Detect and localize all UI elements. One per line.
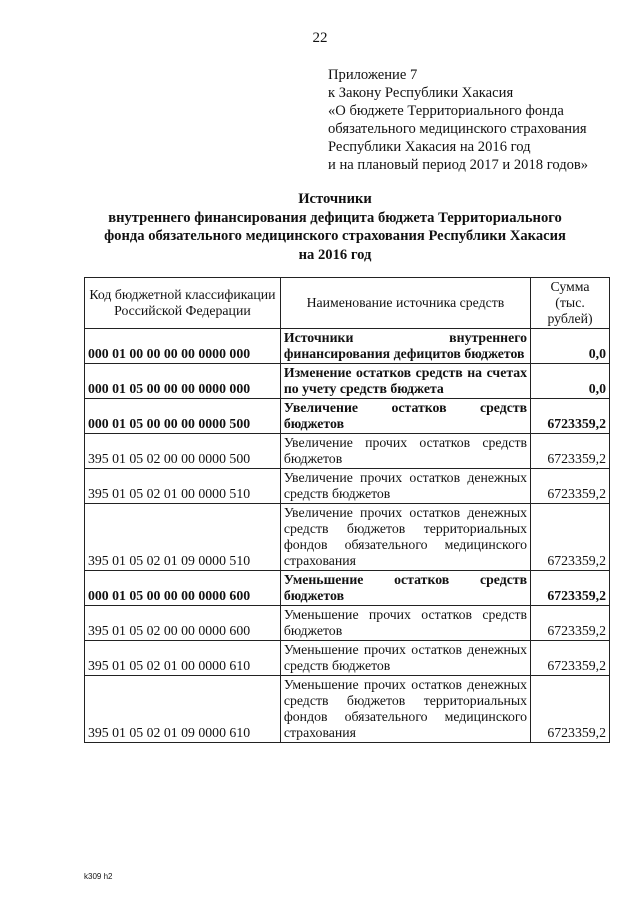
table-row <box>85 641 610 676</box>
row-amount: 6723359,2 <box>531 606 610 641</box>
appendix-line: к Закону Республики Хакасия <box>328 85 514 101</box>
row-name: Увеличение прочих остатков средств бюджетов <box>280 434 530 469</box>
row-name: Уменьшение остатков средств бюджетов <box>280 571 530 606</box>
header-code: Код бюджетной классификации Российской Федерации <box>85 278 281 329</box>
row-code: 000 01 05 00 00 00 0000 500 <box>85 399 281 434</box>
document-title <box>80 190 590 264</box>
row-name: Уменьшение прочих остатков средств бюджетов <box>280 606 530 641</box>
row-code: 395 01 05 02 01 09 0000 510 <box>85 504 281 571</box>
row-code: 000 01 05 00 00 00 0000 600 <box>85 571 281 606</box>
sources-table <box>84 277 610 743</box>
table-row <box>85 606 610 641</box>
row-code: 000 01 05 00 00 00 0000 000 <box>85 364 281 399</box>
row-name: Источники внутреннего финансирования дефицитов бюджетов <box>280 329 530 364</box>
title-line: Источники <box>298 191 372 207</box>
table-row <box>85 399 610 434</box>
row-amount: 6723359,2 <box>531 469 610 504</box>
table-row <box>85 329 610 364</box>
appendix-line: Приложение 7 <box>328 67 418 83</box>
row-name: Увеличение остатков средств бюджетов <box>280 399 530 434</box>
row-amount: 6723359,2 <box>531 571 610 606</box>
appendix-line: Республики Хакасия на 2016 год <box>328 139 531 155</box>
header-name: Наименование источника средств <box>280 278 530 329</box>
header-amount: Сумма (тыс. рублей) <box>531 278 610 329</box>
row-amount: 0,0 <box>531 364 610 399</box>
row-amount: 6723359,2 <box>531 399 610 434</box>
table-row <box>85 364 610 399</box>
row-amount: 6723359,2 <box>531 676 610 743</box>
row-name: Изменение остатков средств на счетах по учету средств бюджета <box>280 364 530 399</box>
row-code: 395 01 05 02 00 00 0000 500 <box>85 434 281 469</box>
page-number: 22 <box>312 30 328 46</box>
table-row <box>85 504 610 571</box>
row-code: 395 01 05 02 01 00 0000 510 <box>85 469 281 504</box>
title-line: на 2016 год <box>298 246 372 263</box>
table-body <box>85 329 610 743</box>
appendix-line: обязательного медицинского страхования <box>328 121 587 137</box>
row-amount: 6723359,2 <box>531 504 610 571</box>
row-code: 000 01 00 00 00 00 0000 000 <box>85 329 281 364</box>
appendix-block <box>328 66 628 174</box>
row-name: Уменьшение прочих остатков денежных средств бюджетов <box>280 641 530 676</box>
title-line: фонда обязательного медицинского страхования Республики Хакасия <box>104 228 566 244</box>
row-code: 395 01 05 02 01 09 0000 610 <box>85 676 281 743</box>
row-name: Уменьшение прочих остатков денежных средств бюджетов территориальных фондов обязательного медицинского страхования <box>280 676 530 743</box>
table-row <box>85 434 610 469</box>
row-amount: 6723359,2 <box>531 434 610 469</box>
row-name: Увеличение прочих остатков денежных средств бюджетов <box>280 469 530 504</box>
row-code: 395 01 05 02 01 00 0000 610 <box>85 641 281 676</box>
table-row <box>85 571 610 606</box>
title-line: внутреннего финансирования дефицита бюджета Территориального <box>108 209 562 226</box>
table-header-row <box>85 278 610 329</box>
table-row <box>85 676 610 743</box>
row-amount: 6723359,2 <box>531 641 610 676</box>
appendix-line: «О бюджете Территориального фонда <box>328 103 564 119</box>
table-row <box>85 469 610 504</box>
footer-mark: k309 h2 <box>84 872 113 881</box>
row-name: Увеличение прочих остатков денежных средств бюджетов территориальных фондов обязательного медицинского страхования <box>280 504 530 571</box>
row-amount: 0,0 <box>531 329 610 364</box>
row-code: 395 01 05 02 00 00 0000 600 <box>85 606 281 641</box>
appendix-line: и на плановый период 2017 и 2018 годов» <box>328 157 589 173</box>
